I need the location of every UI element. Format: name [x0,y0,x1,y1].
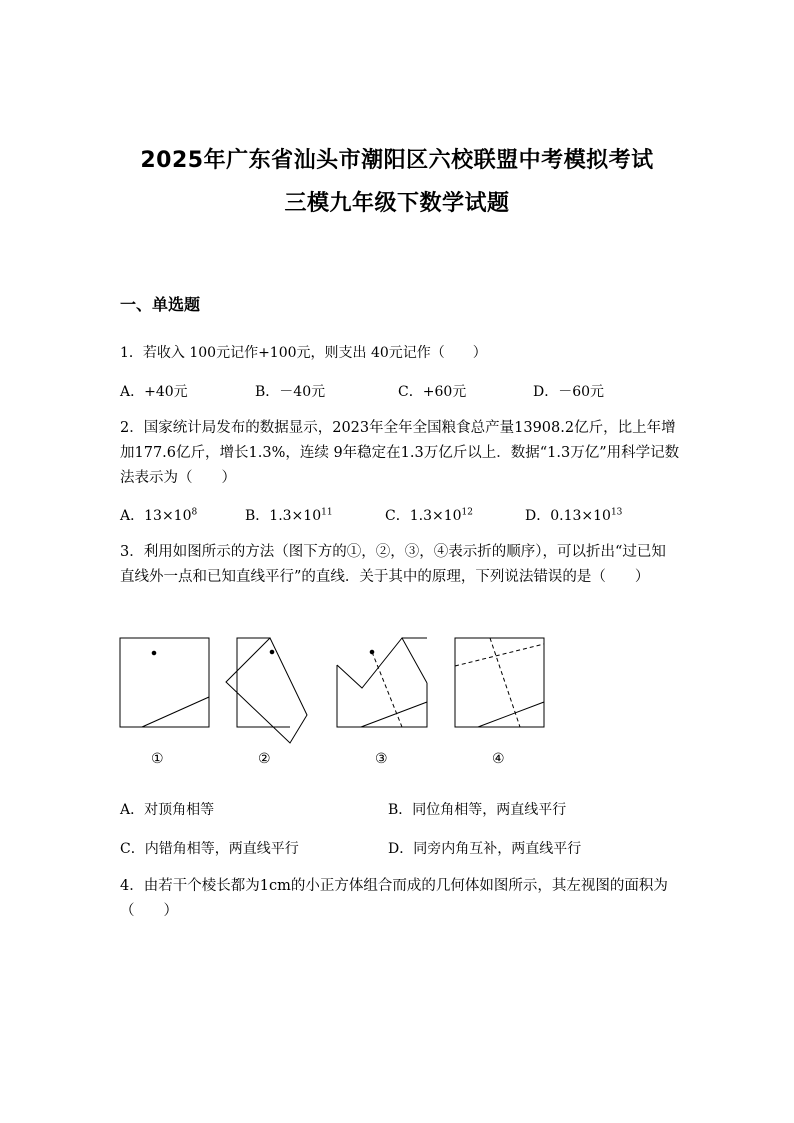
option-base: 13×10 [144,508,192,524]
question-2-option-a [120,505,197,525]
question-2-text: 2．国家统计局发布的数据显示，2023年全年全国粮食总产量13908.2亿斤，比上年增加177.6亿斤，增长1.3%，连续 9年稳定在1.3万亿斤以上．数据“1.3万亿”用科学记数法表示为（ ） [120,420,680,486]
question-1-option-c: C．+60元 [398,384,467,400]
option-exponent: 8 [191,507,198,518]
question-3-option-a: A．对顶角相等 [120,802,215,818]
question-4-text: 4．由若干个棱长都为1cm的小正方体组合而成的几何体如图所示，其左视图的面积为（ ） [120,878,668,919]
figure-step-3 [337,638,427,727]
option-base: 0.13×10 [550,508,611,524]
figure-step-2 [226,638,307,743]
figure-label-2: ② [258,751,271,767]
question-1-option-a: A．+40元 [120,384,188,400]
question-1-text: 1．若收入 100元记作+100元，则支出 40元记作（ ） [120,345,487,361]
option-label: D． [525,508,551,524]
option-exponent: 13 [610,507,623,518]
option-exponent: 11 [321,507,333,518]
question-2-option-c [385,505,473,525]
figure-label-1: ① [151,751,164,767]
option-base: 1.3×10 [269,508,322,524]
option-base: 1.3×10 [409,508,462,524]
figure-step-1 [120,638,209,727]
figure-label-4: ④ [492,751,505,767]
section-heading: 一、单选题 [120,295,201,314]
option-label: A． [120,508,145,524]
question-2-option-d [525,505,622,525]
question-3-option-d: D．同旁内角互补，两直线平行 [388,841,582,857]
question-3-option-c: C．内错角相等，两直线平行 [120,841,299,857]
document-title-line1: 2025年广东省汕头市潮阳区六校联盟中考模拟考试 [140,148,654,173]
question-2-option-b [245,505,333,525]
figure-label-3: ③ [375,751,388,767]
option-exponent: 12 [461,507,473,518]
option-label: B． [245,508,270,524]
question-1-option-d: D．－60元 [533,384,605,400]
question-3-text: 3．利用如图所示的方法（图下方的①，②，③，④表示折的顺序），可以折出“过已知直线外一点和已知直线平行”的直线．关于其中的原理，下列说法错误的是（ ） [120,544,666,585]
question-1-option-b: B．－40元 [255,384,326,400]
figure-step-4 [455,638,544,727]
question-3-option-b: B．同位角相等，两直线平行 [388,802,567,818]
folding-figure [110,630,560,750]
document-title-line2: 三模九年级下数学试题 [284,191,510,216]
option-label: C． [385,508,410,524]
